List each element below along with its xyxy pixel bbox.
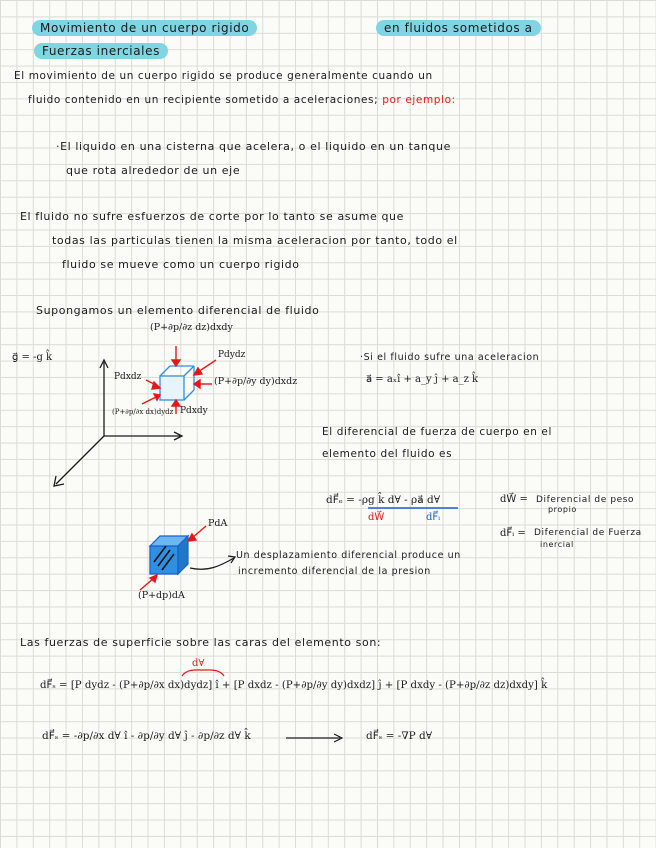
body-force-line-1: El diferencial de fuerza de cuerpo en el (322, 426, 553, 438)
legend-dfi-key: dF⃗ᵢ = (500, 528, 526, 539)
title-line-1a: Movimiento de un cuerpo rigido (32, 20, 257, 36)
label-pdydz: Pdydz (218, 350, 246, 360)
surface-force-equation: dF⃗ₛ = [P dydz - (P+∂p/∂x dx)dydz] î + [P dxdz - (P+∂p/∂y dy)dxdz] ĵ + [P dxdy - (P+∂p/∂z dz)dxdy] k̂ (40, 680, 548, 691)
dv-brace (182, 670, 224, 676)
label-dw: dW⃗ (368, 512, 385, 523)
body-force-line-2: elemento del fluido es (322, 448, 453, 460)
final-equation-lhs: dF⃗ₛ = -∂p/∂x d∀ î - ∂p/∂y d∀ ĵ - ∂p/∂z d∀ k̂ (42, 730, 251, 742)
label-top-face: (P+∂p/∂z dz)dxdy (150, 322, 233, 333)
label-pdxdy: Pdxdy (180, 406, 208, 416)
final-equation-rhs: dF⃗ₛ = -∇P d∀ (366, 730, 433, 742)
para2-line-1: El fluido no sufre esfuerzos de corte por lo tanto se asume que (20, 210, 404, 223)
legend-dw-line-1: Diferencial de peso (536, 495, 635, 505)
pressure-note-line-1: Un desplazamiento diferencial produce un (236, 550, 461, 561)
legend-dw-key: dW⃗ = (500, 494, 528, 505)
label-dfi: dF⃗ᵢ (426, 512, 441, 523)
legend-dfi-line-2: inercial (540, 540, 574, 549)
bullet-line-1: ·El liquido en una cisterna que acelera, o el liquido en un tanque (56, 140, 451, 153)
intro-example-label: por ejemplo: (382, 94, 456, 106)
label-p-plus-dp-da: (P+dp)dA (138, 590, 185, 601)
label-left-bottom: (P+∂p/∂x dx)dydz (112, 408, 174, 416)
legend-dfi-line-1: Diferencial de Fuerza (534, 528, 642, 538)
accel-line-2: a⃗ = aₓî + a_y ĵ + a_z k̂ (366, 374, 479, 385)
legend-dw-line-2: propio (548, 505, 577, 514)
surface-forces-text: Las fuerzas de superficie sobre las caras del elemento son: (20, 636, 382, 649)
label-pda: PdA (208, 518, 228, 529)
intro-line-2-text: fluido contenido en un recipiente sometido a aceleraciones; (28, 94, 379, 106)
label-pdxdz: Pdxdz (114, 372, 142, 382)
bullet-line-2: que rota alrededor de un eje (66, 164, 241, 177)
title-line-1b: en fluidos sometidos a (376, 20, 541, 36)
note-pointer (190, 558, 234, 569)
pressure-note-line-2: incremento diferencial de la presion (238, 566, 431, 577)
title-line-2: Fuerzas inerciales (34, 43, 168, 59)
body-force-equation: dF⃗ₑ = -ρg k̂ d∀ - ρa⃗ d∀ (326, 494, 441, 506)
dv-label: d∀ (192, 658, 205, 669)
intro-line-1: El movimiento de un cuerpo rigido se produce generalmente cuando un (14, 70, 433, 82)
accel-line-1: ·Si el fluido sufre una aceleracion (360, 352, 540, 363)
suppose-text: Supongamos un elemento diferencial de fluido (36, 304, 320, 317)
gravity-vector: g⃗ = -g k̂ (12, 352, 53, 363)
para2-line-3: fluido se mueve como un cuerpo rigido (62, 258, 300, 271)
label-right-face: (P+∂p/∂y dy)dxdz (214, 376, 298, 387)
para2-line-2: todas las particulas tienen la misma aceleracion por tanto, todo el (52, 234, 458, 247)
fluid-element-cube (160, 366, 194, 400)
pressure-cube (150, 536, 188, 574)
